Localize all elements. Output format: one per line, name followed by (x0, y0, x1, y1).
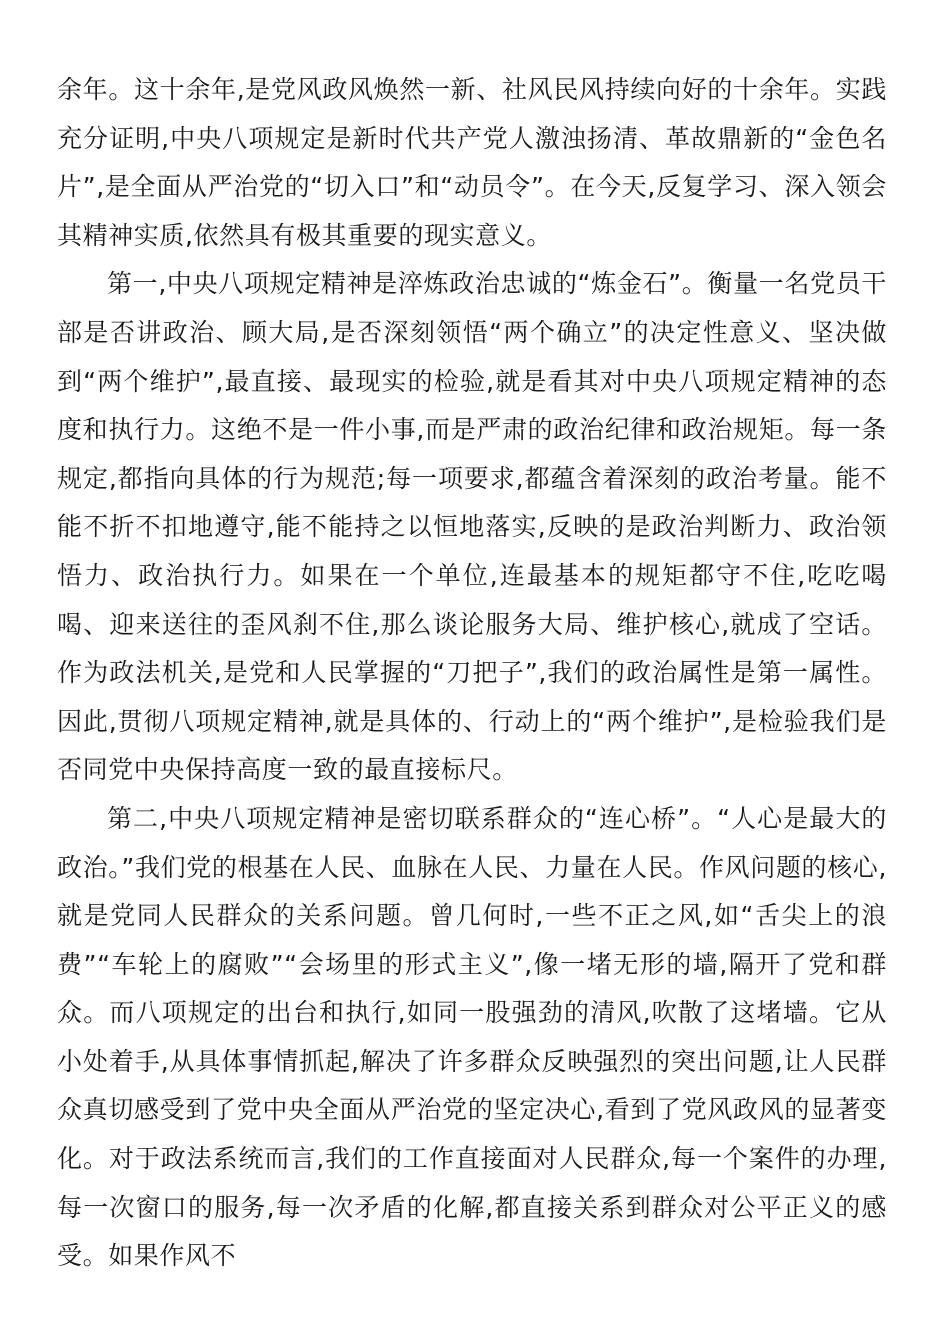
paragraph-intro-continuation: 余年。这十余年,是党风政风焕然一新、社风民风持续向好的十余年。实践充分证明,中央八项规定是新时代共产党人激浊扬清、革故鼎新的“金色名片”,是全面从严治党的“切入口”和“动员令”。在今天,反复学习、深入领会其精神实质,依然具有极其重要的现实意义。 (57, 75, 887, 250)
document-page (57, 66, 887, 1281)
paragraph-point-one: 第一,中央八项规定精神是淬炼政治忠诚的“炼金石”。衡量一名党员干部是否讲政治、顾大局,是否深刻领悟“两个确立”的决定性意义、坚决做到“两个维护”,最直接、最现实的检验,就是看其对中央八项规定精神的态度和执行力。这绝不是一件小事,而是严肃的政治纪律和政治规矩。每一条规定,都指向具体的行为规范;每一项要求,都蕴含着深刻的政治考量。能不能不折不扣地遵守,能不能持之以恒地落实,反映的是政治判断力、政治领悟力、政治执行力。如果在一个单位,连最基本的规矩都守不住,吃吃喝喝、迎来送往的歪风刹不住,那么谈论服务大局、维护核心,就成了空话。作为政法机关,是党和人民掌握的“刀把子”,我们的政治属性是第一属性。因此,贯彻八项规定精神,就是具体的、行动上的“两个维护”,是检验我们是否同党中央保持高度一致的最直接标尺。 (57, 269, 887, 785)
paragraph-point-two: 第二,中央八项规定精神是密切联系群众的“连心桥”。“人心是最大的政治。”我们党的根基在人民、血脉在人民、力量在人民。作风问题的核心,就是党同人民群众的关系问题。曾几何时,一些不正之风,如“舌尖上的浪费”“车轮上的腐败”“会场里的形式主义”,像一堵无形的墙,隔开了党和群众。而八项规定的出台和执行,如同一股强劲的清风,吹散了这堵墙。它从小处着手,从具体事情抓起,解决了许多群众反映强烈的突出问题,让人民群众真切感受到了党中央全面从严治党的坚定决心,看到了党风政风的显著变化。对于政法系统而言,我们的工作直接面对人民群众,每一个案件的办理,每一次窗口的服务,每一次矛盾的化解,都直接关系到群众对公平正义的感受。如果作风不 (57, 803, 887, 1271)
